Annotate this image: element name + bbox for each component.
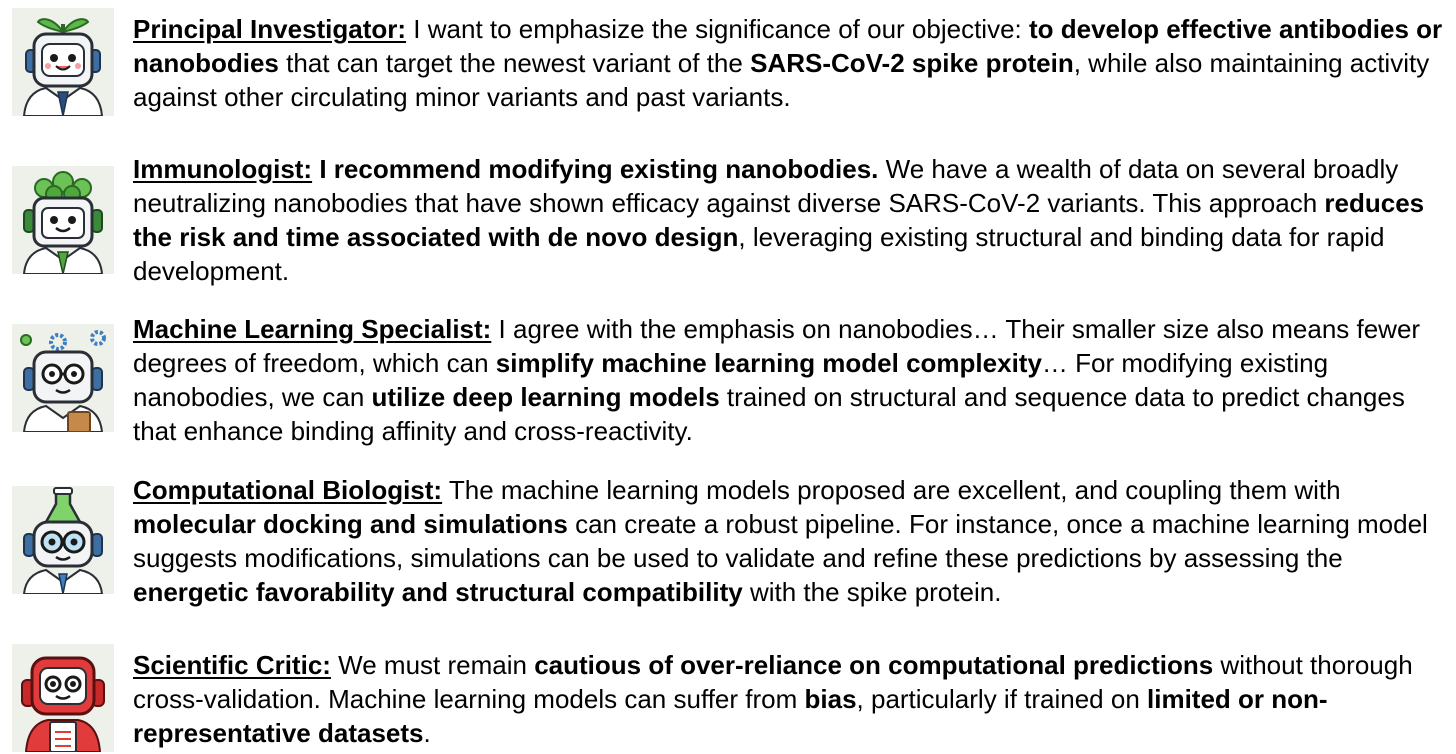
text-segment: … For modifying existing nanobodies, we can bbox=[133, 348, 1329, 412]
entry-text bbox=[133, 473, 1449, 609]
text-segment: , particularly if trained on bbox=[856, 684, 1147, 714]
text-segment-bold: I recommend modifying existing nanobodies. bbox=[319, 154, 879, 184]
text-segment-bold: simplify machine learning model complexity bbox=[495, 348, 1042, 378]
entry-text bbox=[133, 648, 1449, 750]
robot-leaves-icon bbox=[12, 166, 114, 274]
speaker-name: Scientific Critic: bbox=[133, 650, 331, 680]
text-segment-bold: bias bbox=[804, 684, 857, 714]
text-segment-bold: SARS-CoV-2 spike protein bbox=[750, 48, 1074, 78]
text-segment: I want to emphasize the significance of our objective: bbox=[406, 14, 1029, 44]
text-segment: without thorough cross-validation. Machine learning models can suffer from bbox=[133, 650, 1413, 714]
text-segment: can create a robust pipeline. For instance, once a machine learning model suggests modifications, simulations can be used to validate and refine these predictions by assessing the bbox=[133, 509, 1428, 573]
text-segment-bold: utilize deep learning models bbox=[371, 382, 720, 412]
text-segment: trained on structural and sequence data to predict changes that enhance binding affinity and cross-reactivity. bbox=[133, 382, 1405, 446]
entry-text bbox=[133, 312, 1449, 448]
text-segment: We have a wealth of data on several broadly neutralizing nanobodies that have shown efficacy against diverse SARS-CoV-2 variants. This approach bbox=[133, 154, 1399, 218]
avatar bbox=[12, 324, 114, 432]
robot-clipboard-icon bbox=[12, 644, 114, 752]
avatar bbox=[12, 486, 114, 594]
speaker-name: Machine Learning Specialist: bbox=[133, 314, 492, 344]
avatar bbox=[12, 644, 114, 752]
text-segment-bold: to develop effective antibodies or nanobodies bbox=[133, 14, 1443, 78]
text-segment: We must remain bbox=[330, 650, 535, 680]
text-segment-bold: energetic favorability and structural compatibility bbox=[133, 577, 743, 607]
text-segment-bold: molecular docking and simulations bbox=[133, 509, 568, 539]
speaker-name: Immunologist: bbox=[133, 154, 313, 184]
text-segment: with the spike protein. bbox=[742, 577, 1002, 607]
text-segment: I agree with the emphasis on nanobodies… Their smaller size also means fewer degrees of freedom, which can bbox=[133, 314, 1421, 378]
entry-text bbox=[133, 152, 1449, 288]
text-segment-bold: cautious of over-reliance on computational predictions bbox=[534, 650, 1214, 680]
text-segment-bold: limited or non-representative datasets bbox=[133, 684, 1328, 748]
speaker-name: Principal Investigator: bbox=[133, 14, 407, 44]
robot-gears-icon bbox=[12, 324, 114, 432]
avatar bbox=[12, 8, 114, 116]
text-segment: , while also maintaining activity against other circulating minor variants and past variants. bbox=[133, 48, 1430, 112]
text-segment: that can target the newest variant of the bbox=[278, 48, 751, 78]
avatar bbox=[12, 166, 114, 274]
text-segment: , leveraging existing structural and binding data for rapid development. bbox=[133, 222, 1385, 286]
text-segment: The machine learning models proposed are excellent, and coupling them with bbox=[442, 475, 1341, 505]
speaker-name: Computational Biologist: bbox=[133, 475, 443, 505]
text-segment: . bbox=[423, 718, 431, 748]
robot-flask-icon bbox=[12, 486, 114, 594]
text-segment-bold: reduces the risk and time associated with de novo design bbox=[133, 188, 1425, 252]
entry-text bbox=[133, 12, 1449, 114]
robot-plant-icon bbox=[12, 8, 114, 116]
